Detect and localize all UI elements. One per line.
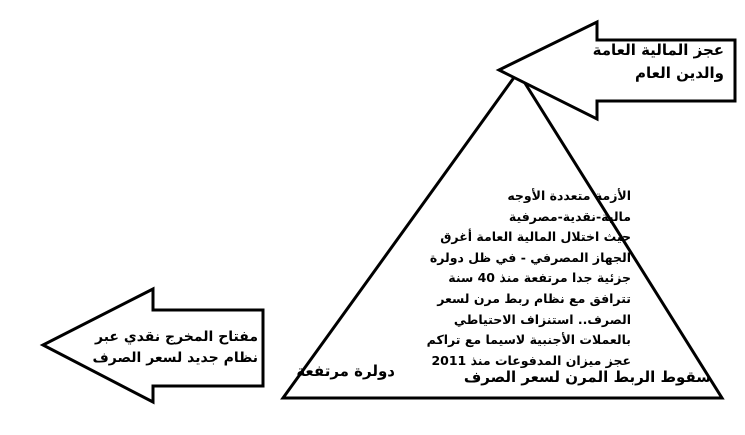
- triangle-bottom-left-label: دولرة مرتفعة: [296, 362, 395, 380]
- top-arrow-label: [592, 39, 724, 85]
- body-line: الصرف.. استنزاف الاحتياطي: [453, 311, 631, 327]
- body-line: بالعملات الأجنبية لاسيما مع تراكم: [426, 332, 631, 348]
- left-arrow-line-2: نظام جديد لسعر الصرف: [92, 350, 258, 366]
- left-arrow-label: [92, 327, 258, 369]
- body-line: الجهاز المصرفي - في ظل دولرة: [429, 249, 631, 265]
- body-line: تترافق مع نظام ربط مرن لسعر: [437, 290, 631, 306]
- top-arrow-line-1: عجز المالية العامة: [592, 41, 724, 59]
- triangle-body-text: [405, 186, 631, 371]
- body-line: الأزمة متعددة الأوجه: [507, 188, 631, 203]
- body-line: جزئية جدا مرتفعة منذ 40 سنة: [448, 270, 631, 286]
- top-arrow-line-2: والدين العام: [635, 64, 724, 82]
- left-arrow-line-1: مفتاح المخرج نقدي عبر: [95, 329, 258, 345]
- triangle-bottom-right-label: سقوط الربط المرن لسعر الصرف: [463, 368, 711, 386]
- body-line: عجز ميزان المدفوعات منذ 2011: [431, 352, 631, 368]
- body-line: حيث اختلال المالية العامة أغرق: [440, 229, 631, 245]
- body-line: مالية-نقدية-مصرفية: [508, 208, 631, 224]
